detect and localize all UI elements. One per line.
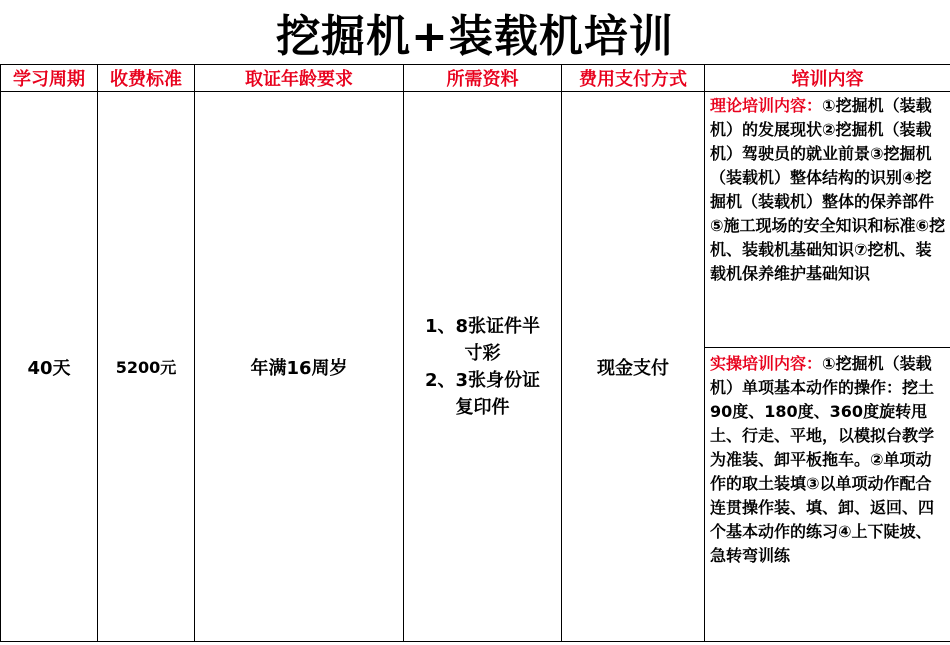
training-table — [0, 64, 950, 642]
header-materials: 所需资料 — [404, 65, 562, 92]
practice-text: ①挖掘机（装载机）单项基本动作的操作：挖土90度、180度、360度旋转甩土、行走、平地，以模拟台教学为准装、卸平板拖车。②单项动作的取土装填③以单项动作配合连贯操作装、填、卸、返回、四个基本动作的练习④上下陡坡、急转弯训练 — [710, 354, 935, 565]
cell-materials — [404, 92, 562, 642]
theory-section — [705, 92, 950, 348]
table-row — [1, 92, 950, 642]
cell-training-content — [705, 92, 950, 642]
page-title: 挖掘机+装载机培训 — [276, 11, 674, 62]
cell-payment-method: 现金支付 — [562, 92, 705, 642]
materials-line: 1、8张证件半 — [424, 315, 541, 337]
theory-label: 理论培训内容： — [710, 96, 823, 115]
cell-study-period: 40天 — [1, 92, 98, 642]
theory-text: ①挖掘机（装载机）的发展现状②挖掘机（装载机）驾驶员的就业前景③挖掘机（装载机）整体结构的识别④挖掘机（装载机）整体的保养部件⑤施工现场的安全知识和标准⑥挖机、装载机基础知识⑦挖机、装载机保养维护基础知识 — [710, 96, 946, 283]
practice-section — [705, 348, 950, 568]
header-study-period: 学习周期 — [1, 65, 98, 92]
header-row — [1, 65, 950, 92]
header-payment-method: 费用支付方式 — [562, 65, 705, 92]
header-age-requirement: 取证年龄要求 — [195, 65, 404, 92]
header-fee-standard: 收费标准 — [98, 65, 195, 92]
cell-fee-standard: 5200元 — [98, 92, 195, 642]
header-training-content: 培训内容 — [705, 65, 950, 92]
practice-label: 实操培训内容： — [710, 354, 823, 373]
cell-age-requirement: 年满16周岁 — [195, 92, 404, 642]
materials-line: 2、3张身份证 — [424, 369, 541, 391]
materials-line: 复印件 — [455, 396, 510, 418]
materials-line: 寸彩 — [464, 342, 501, 364]
